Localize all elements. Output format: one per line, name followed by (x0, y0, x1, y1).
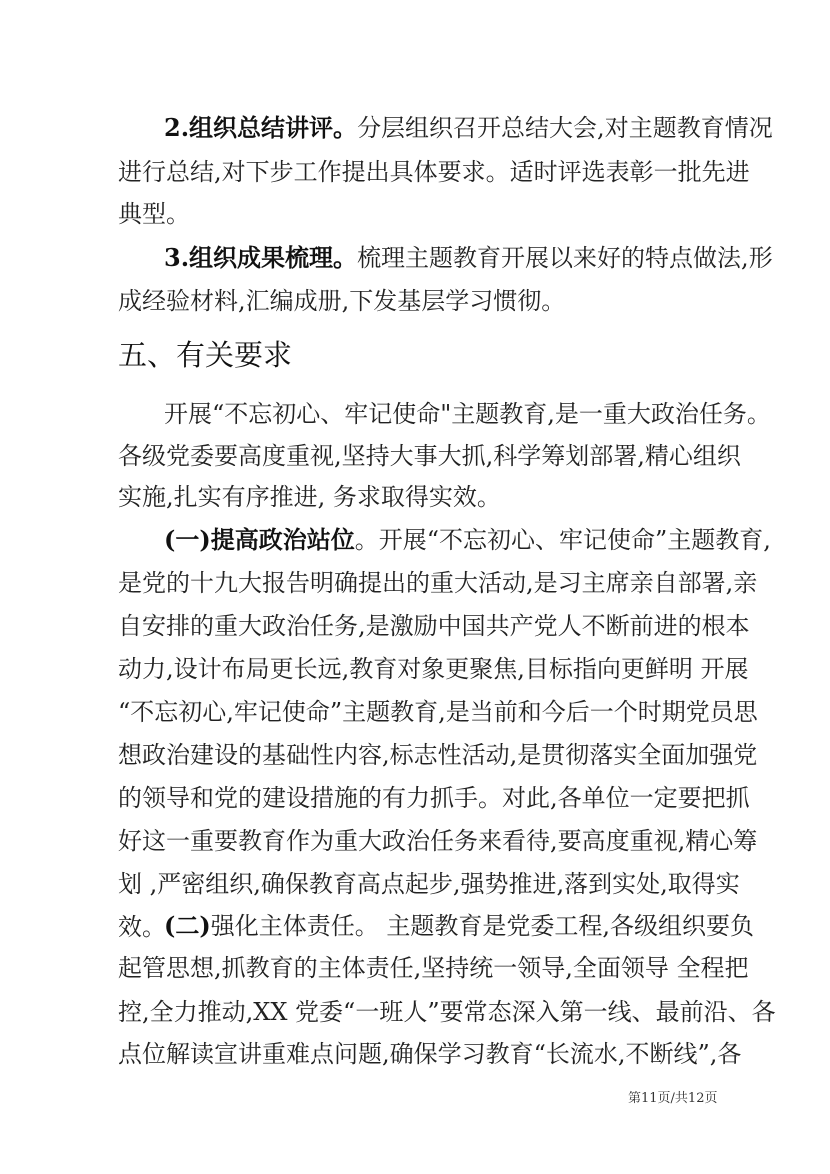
paragraph-line: 想政治建设的基础性内容,标志性活动,是贯彻落实全面加强党 (118, 741, 758, 769)
paragraph-line: 成经验材料,汇编成册,下发基层学习惯彻。 (118, 287, 566, 315)
paragraph-line: 各级党委要高度重视,坚持大事大抓,科学筹划部署,精心组织 (118, 442, 741, 470)
paragraph-line: 开展“不忘初心、牢记使命"主题教育,是一重大政治任务。 (164, 400, 771, 428)
paragraph-line: 起管思想,抓教育的主体责任,坚持统一领导,全面领导 全程把 (118, 954, 749, 982)
paragraph-line (164, 525, 771, 555)
paragraph-line: 是党的十九大报告明确提出的重大活动,是习主席亲自部署,亲 (118, 569, 758, 597)
text: 分层组织召开总结大会,对主题教育情况 (357, 114, 773, 142)
paragraph-line: 动力,设计布局更长远,教育对象更聚焦,目标指向更鲜明 开展 (118, 655, 749, 683)
item-heading: 2.组织总结讲评。 (164, 113, 358, 142)
page-number: 第11页/共12页 (628, 1091, 718, 1106)
paragraph-line: 划 ,严密组织,确保教育高点起步,强势推进,落到实处,取得实 (118, 870, 740, 898)
text: 强化主体责任。 主题教育是党委工程,各级组织要负 (210, 912, 754, 940)
section-heading: 五、有关要求 (118, 338, 293, 372)
item-heading: (二) (164, 911, 211, 940)
paragraph-line: 效。 (118, 913, 166, 941)
item-heading: (一)提高政治站位 (164, 525, 355, 554)
paragraph-line: 好这一重要教育作为重大政治任务来看待,要高度重视,精心筹 (118, 827, 758, 855)
paragraph-line: 的领导和党的建设措施的有力抓手。对此,各单位一定要把抓 (118, 784, 750, 812)
text: 梳理主题教育开展以来好的特点做法,形 (357, 244, 773, 272)
paragraph-line: 实施,扎实有序推进, 务求取得实效。 (118, 483, 501, 511)
item-heading: 3.组织成果梳理。 (164, 243, 358, 272)
paragraph-line: 点位解读宣讲重难点问题,确保学习教育“长流水,不断线”,各 (118, 1040, 742, 1068)
paragraph-line (164, 113, 773, 143)
paragraph-line: 典型。 (118, 200, 190, 228)
text: 。开展“不忘初心、牢记使命”主题教育, (354, 526, 771, 554)
paragraph-line (164, 911, 754, 941)
paragraph-line: 控,全力推动,XX 党委“一班人”要常态深入第一线、最前沿、各 (118, 998, 776, 1026)
paragraph-line: 进行总结,对下步工作提出具体要求。适时评选表彰一批先进 (118, 158, 750, 186)
paragraph-line: 自安排的重大政治任务,是激励中国共产党人不断前进的根本 (118, 612, 750, 640)
paragraph-line: “不忘初心,牢记使命”主题教育,是当前和今后一个时期党员思 (118, 698, 758, 726)
paragraph-line (164, 243, 773, 273)
